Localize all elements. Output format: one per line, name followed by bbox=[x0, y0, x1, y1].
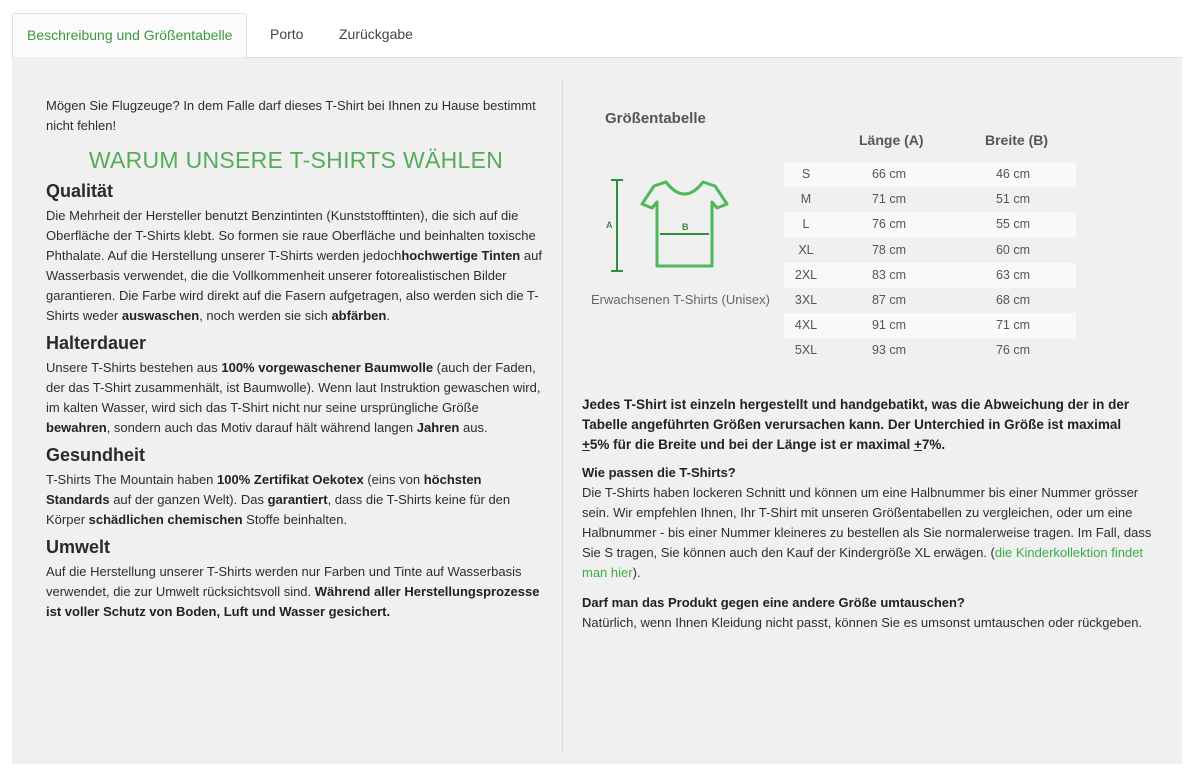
width-cell: 51 cm bbox=[995, 192, 1031, 207]
bold-text: abfärben bbox=[331, 308, 387, 323]
size-row bbox=[784, 338, 1076, 363]
size-cell: S bbox=[801, 167, 811, 181]
shirt-caption: Erwachsenen T-Shirts (Unisex) bbox=[591, 292, 770, 307]
length-cell: 83 cm bbox=[871, 267, 907, 282]
fit-answer bbox=[582, 483, 1152, 583]
length-cell: 76 cm bbox=[871, 217, 907, 232]
tab-porto[interactable]: Porto bbox=[270, 26, 304, 42]
size-row bbox=[784, 162, 1076, 187]
bold-text: 100% vorgewaschener Baumwolle bbox=[221, 360, 434, 375]
plus-minus-sign: + bbox=[913, 437, 922, 452]
width-cell: 63 cm bbox=[995, 267, 1031, 282]
size-row bbox=[784, 187, 1076, 212]
text-span: T-Shirts The Mountain haben bbox=[46, 472, 218, 487]
size-table bbox=[784, 162, 1076, 364]
bold-text: auswaschen bbox=[121, 308, 200, 323]
label-b: B bbox=[682, 222, 689, 232]
section-text bbox=[46, 562, 546, 622]
fit-answer-end: ). bbox=[632, 565, 641, 580]
section-text bbox=[46, 470, 546, 530]
length-cell: 71 cm bbox=[871, 192, 907, 207]
size-cell: 5XL bbox=[794, 343, 818, 358]
length-cell: 93 cm bbox=[871, 343, 907, 358]
text-span: Unsere T-Shirts bestehen aus bbox=[46, 360, 222, 375]
text-span: Stoffe beinhalten. bbox=[242, 512, 348, 527]
exchange-question: Darf man das Produkt gegen eine andere Größe umtauschen? bbox=[582, 595, 965, 610]
intro-text: Mögen Sie Flugzeuge? In dem Falle darf dieses T-Shirt bei Ihnen zu Hause bestimmt nicht fehlen! bbox=[46, 98, 536, 133]
text-span: , noch werden sie sich bbox=[199, 308, 332, 323]
width-cell: 76 cm bbox=[995, 343, 1031, 358]
bold-text: 100% Zertifikat Oekotex bbox=[217, 472, 364, 487]
size-cell: 4XL bbox=[794, 318, 818, 333]
bold-text: bewahren bbox=[46, 420, 107, 435]
text-span: Die Mehrheit der Hersteller benutzt Benzintinten (Kunststofftinten), die sich auf die Oberfläche der T-Shirts klebt. So formen sie raue Oberfläche und beinhalten toxische Phthalate. Auf die Herstellung unserer T-Shirts werden jedoch bbox=[46, 208, 536, 263]
section-title: Halterdauer bbox=[46, 333, 147, 353]
bold-text: höchsten Standards bbox=[46, 472, 482, 507]
length-cell: 87 cm bbox=[871, 292, 907, 307]
size-cell: 3XL bbox=[794, 292, 818, 307]
width-cell: 71 cm bbox=[995, 318, 1031, 333]
tab-returns[interactable]: Zurückgabe bbox=[339, 26, 413, 42]
section-text bbox=[46, 206, 546, 326]
variance-note bbox=[582, 395, 1152, 455]
text-span: auf der ganzen Welt). Das bbox=[109, 492, 268, 507]
size-table-title: Größentabelle bbox=[605, 110, 706, 127]
text-span: , dass die T-Shirts keine für den Körper bbox=[46, 492, 511, 527]
size-cell: L bbox=[802, 217, 810, 232]
section-text bbox=[46, 358, 546, 438]
bold-text: Während aller Herstellungsprozesse ist voller Schutz von Boden, Luft und Wasser gesichert. bbox=[46, 584, 540, 619]
tshirt-measure-icon bbox=[604, 176, 734, 276]
tab-panel bbox=[12, 58, 1182, 764]
description-column bbox=[46, 96, 546, 628]
width-cell: 60 cm bbox=[995, 242, 1031, 257]
width-cell: 46 cm bbox=[995, 167, 1031, 181]
section-title: Qualität bbox=[46, 181, 114, 201]
section-title: Gesundheit bbox=[46, 445, 146, 465]
width-header: Breite (B) bbox=[985, 132, 1049, 148]
bold-text: hochwertige Tinten bbox=[401, 248, 521, 263]
bold-text: garantiert bbox=[267, 492, 328, 507]
text-span: (eins von bbox=[363, 472, 424, 487]
note-text: 5% für die Breite und bei der Länge ist er maximal bbox=[589, 437, 914, 452]
length-cell: 66 cm bbox=[871, 167, 907, 181]
fit-answer-text: Die T-Shirts haben lockeren Schnitt und können um eine Halbnummer bis einer Nummer grösser sein. Wir empfehlen Ihnen, Ihr T-Shirt mit unseren Größentabellen zu vergleichen, oder um eine Halbnummer - bis einer Nummer kleineres zu bestellen als Sie normalerweise tragen. Im Fall, dass Sie S tragen, Sie können auch den Kauf der Kindergröße XL erwägen. ( bbox=[582, 485, 1152, 560]
feature-sections bbox=[46, 180, 546, 622]
note-text: 7%. bbox=[921, 437, 946, 452]
exchange-answer: Natürlich, wenn Ihnen Kleidung nicht passt, können Sie es umsonst umtauschen oder rückgeben. bbox=[582, 615, 1143, 630]
size-row bbox=[784, 212, 1076, 237]
size-row bbox=[784, 313, 1076, 338]
label-a: A bbox=[606, 220, 613, 230]
size-row bbox=[784, 263, 1076, 288]
text-span: auf Wasserbasis verwendet, die die Vollkommenheit unserer fotorealistischen Bilder garantieren. Die Farbe wird direkt auf die Fasern aufgetragen, also werden sich die T-Shirts weder bbox=[46, 248, 542, 323]
size-cell: 2XL bbox=[794, 267, 818, 282]
why-heading: WARUM UNSERE T-SHIRTS WÄHLEN bbox=[88, 147, 504, 173]
text-span: Auf die Herstellung unserer T-Shirts werden nur Farben und Tinte auf Wasserbasis verwendet, die zur Umwelt rücksichtsvoll sind. bbox=[46, 564, 522, 599]
info-text bbox=[582, 395, 1152, 633]
note-text: Jedes T-Shirt ist einzeln hergestellt und handgebatikt, was die Abweichung der in der Tabelle angeführten Größen verursachen kann. Der Unterchied in Größe ist maximal bbox=[582, 397, 1130, 432]
text-span: (auch der Faden, der das T-Shirt zusammenhält, ist Baumwolle). Wenn laut Instruktion gewaschen wird, im kalten Wasser, wird sich das T-Shirt nicht nur seine ursprüngliche Größe bbox=[46, 360, 541, 415]
width-cell: 55 cm bbox=[995, 217, 1031, 232]
section-title: Umwelt bbox=[46, 537, 111, 557]
fit-question: Wie passen die T-Shirts? bbox=[582, 465, 736, 480]
bold-text: Jahren bbox=[416, 420, 460, 435]
column-divider bbox=[562, 78, 563, 754]
text-span: . bbox=[386, 308, 390, 323]
size-row bbox=[784, 288, 1076, 313]
tab-bar bbox=[12, 13, 1182, 58]
text-span: , sondern auch das Motiv darauf hält während langen bbox=[106, 420, 417, 435]
size-cell: M bbox=[800, 192, 812, 207]
length-header: Länge (A) bbox=[859, 132, 924, 148]
tab-description[interactable]: Beschreibung und Größentabelle bbox=[12, 13, 247, 58]
plus-minus-sign: + bbox=[582, 437, 590, 452]
size-cell: XL bbox=[798, 242, 814, 257]
bold-text: schädlichen chemischen bbox=[88, 512, 243, 527]
kids-collection-link[interactable]: die Kinderkollektion findet man hier bbox=[582, 545, 1144, 580]
text-span: aus. bbox=[459, 420, 488, 435]
size-column bbox=[582, 58, 1172, 758]
width-cell: 68 cm bbox=[995, 292, 1031, 307]
length-cell: 91 cm bbox=[871, 318, 907, 333]
size-row bbox=[784, 238, 1076, 263]
length-cell: 78 cm bbox=[871, 242, 907, 257]
